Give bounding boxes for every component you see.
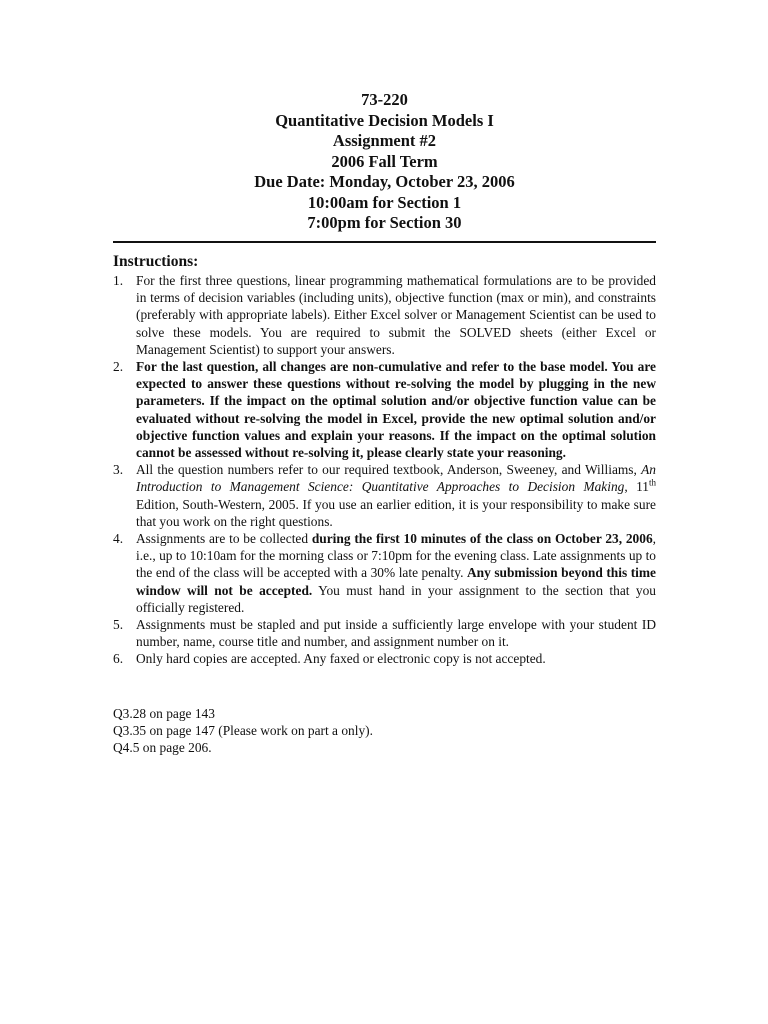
textbook-title: An Introduction to Management Science: Quantitative Approaches to Decision Making xyxy=(136,462,656,495)
section-1-time: 10:00am for Section 1 xyxy=(307,192,462,212)
course-title: Quantitative Decision Models I xyxy=(275,110,494,130)
instruction-item-5 xyxy=(113,616,656,650)
ordinal-superscript: th xyxy=(649,477,657,488)
question-item: Q4.5 on page 206. xyxy=(113,740,212,756)
term: 2006 Fall Term xyxy=(331,151,438,171)
due-date: Due Date: Monday, October 23, 2006 xyxy=(254,172,515,191)
question-item: Q3.35 on page 147 (Please work on part a only). xyxy=(113,723,373,739)
instruction-number: 1. xyxy=(113,273,124,288)
section-30-time: 7:00pm for Section 30 xyxy=(307,213,462,232)
collection-deadline: during the first 10 minutes of the class on October 23, 2006 xyxy=(311,531,653,547)
instruction-item-1 xyxy=(113,272,656,358)
instruction-text: Edition, South-Western, 2005. If you use an earlier edition, it is your responsibility to make sure that you work on the right questions. xyxy=(136,496,656,529)
question-item: Q3.28 on page 143 xyxy=(113,706,215,721)
instruction-text: , 11 xyxy=(624,479,649,495)
instruction-text: You must hand in your assignment to the section that you officially registered. xyxy=(136,582,656,615)
instruction-text: Assignments must be stapled and put inside a sufficiently large envelope with your student ID number, name, course title and number, and assignment number on it. xyxy=(136,617,656,650)
instruction-text: Only hard copies are accepted. Any faxed or electronic copy is not accepted. xyxy=(136,651,546,667)
instructions-list xyxy=(113,272,656,668)
instruction-item-2 xyxy=(113,358,656,461)
horizontal-rule xyxy=(113,241,656,243)
instructions-heading: Instructions: xyxy=(113,253,199,270)
instruction-number: 5. xyxy=(113,617,124,633)
assignment-title: Assignment #2 xyxy=(332,131,437,150)
instruction-number: 3. xyxy=(113,462,124,478)
document-header xyxy=(113,90,656,234)
instruction-item-4 xyxy=(113,530,656,616)
instruction-number: 6. xyxy=(113,651,124,667)
instruction-number: 2. xyxy=(113,359,124,375)
instruction-number: 4. xyxy=(113,531,124,547)
instruction-text: Assignments are to be collected xyxy=(136,531,312,547)
course-code: 73-220 xyxy=(361,90,408,109)
instruction-item-6 xyxy=(113,650,656,667)
question-list xyxy=(113,705,373,757)
instruction-text: For the first three questions, linear programming mathematical formulations are to be provided in terms of decision variables (including units), objective function (max or min), and constraints (preferably with appropriate labels). Either Excel solver or Management Scientist can be used to solve these models. You are required to submit the SOLVED sheets (either Excel or Management Scientist) to support your answers. xyxy=(136,273,656,357)
instruction-item-3 xyxy=(113,461,656,530)
instruction-text: All the question numbers refer to our required textbook, Anderson, Sweeney, and Williams, xyxy=(136,462,642,478)
late-policy-warning: Any submission beyond this time window will not be accepted. xyxy=(136,565,656,598)
instruction-text: For the last question, all changes are non-cumulative and refer to the base model. You are expected to answer these questions without re-solving the model by plugging in the new parameters. If the impact on the optimal solution and/or objective function value can be evaluated without re-solving the model in Excel, provide the new optimal solution and/or objective function values and explain your reasons. If the impact on the optimal solution cannot be assessed without re-solving it, please clearly state your reasoning. xyxy=(136,359,656,461)
instruction-text: , i.e., up to 10:10am for the morning class or 7:10pm for the evening class. Late assignments up to the end of the class will be accepted with a 30% late penalty. xyxy=(136,531,656,581)
